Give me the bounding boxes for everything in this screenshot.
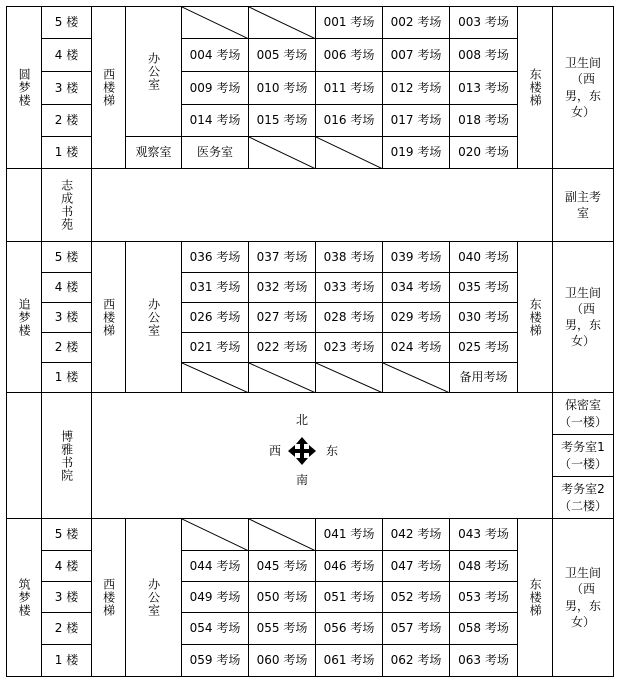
- exam-room: [248, 550, 316, 582]
- compass-south-label: 南: [296, 473, 309, 487]
- exam-room-label: 002 考场: [390, 15, 442, 30]
- empty-cell-diagonal: [316, 137, 383, 169]
- medical-room-label: 医务室: [196, 145, 233, 160]
- east-stairs: [517, 6, 553, 169]
- exam-room-label: 016 考场: [323, 113, 375, 128]
- office: [125, 6, 182, 137]
- exam-room: [382, 38, 450, 72]
- exam-room-label: 017 考场: [390, 113, 442, 128]
- exam-room: [181, 71, 249, 105]
- exam-room: [181, 104, 249, 137]
- building-name-zhumeng: [6, 518, 42, 677]
- empty-cell-diagonal: [182, 363, 249, 393]
- courtyard-blank: [91, 168, 553, 242]
- exam-room-label: 057 考场: [390, 621, 442, 636]
- exam-room-label: 010 考场: [256, 80, 308, 95]
- service-room: [552, 392, 614, 435]
- exam-room-label: 029 考场: [390, 310, 442, 325]
- exam-room-label: 027 考场: [256, 310, 308, 325]
- exam-room-label: 011 考场: [323, 80, 375, 95]
- floor-label-label: 5 楼: [54, 249, 79, 264]
- floor-label: [41, 6, 92, 39]
- restroom: [552, 6, 614, 169]
- empty-cell: [248, 6, 316, 39]
- exam-room: [382, 71, 450, 105]
- empty-cell-diagonal: [182, 519, 249, 551]
- service-room-label: 考务室2（二楼）: [558, 482, 607, 513]
- empty-cell: [248, 362, 316, 393]
- restroom-label: 卫生间（西男，东女）: [564, 285, 601, 349]
- floor-label: [41, 644, 92, 677]
- floor-label: [41, 71, 92, 105]
- floor-label: [41, 104, 92, 137]
- floor-label-label: 5 楼: [54, 527, 79, 542]
- exam-room-label: 055 考场: [256, 621, 308, 636]
- restroom: [552, 518, 614, 677]
- exam-room-label: 044 考场: [189, 558, 241, 573]
- exam-room-label: 018 考场: [458, 113, 509, 128]
- exam-room-label: 040 考场: [458, 249, 509, 264]
- exam-room-label: 014 考场: [189, 113, 241, 128]
- restroom: [552, 241, 614, 393]
- west-stairs: [91, 518, 126, 677]
- exam-room-label: 032 考场: [256, 280, 308, 295]
- exam-room: [449, 550, 518, 582]
- west-stairs: [91, 6, 126, 169]
- compass-west-label: 西: [269, 444, 282, 458]
- exam-room-label: 005 考场: [256, 47, 308, 62]
- exam-room-label: 004 考场: [189, 47, 241, 62]
- east-stairs-label: 东楼梯: [528, 578, 543, 617]
- zhicheng-academy-label: 志成书苑: [59, 179, 74, 231]
- observation-room-label: 观察室: [135, 145, 172, 160]
- building-name-yuanmeng-label: 圆梦楼: [17, 68, 32, 107]
- floor-label-label: 5 楼: [54, 15, 79, 30]
- empty-cell: [248, 518, 316, 551]
- exam-room: [181, 241, 249, 273]
- exam-room-label: 009 考场: [189, 80, 241, 95]
- exam-room-label: 021 考场: [189, 340, 241, 355]
- office-label: 办公室: [146, 52, 161, 91]
- exam-room-label: 001 考场: [323, 15, 375, 30]
- exam-room-label: 备用考场: [459, 370, 508, 385]
- exam-room: [315, 272, 383, 303]
- office-label: 办公室: [146, 578, 161, 617]
- exam-room: [248, 581, 316, 613]
- exam-room: [449, 581, 518, 613]
- west-stairs-label: 西楼梯: [101, 68, 116, 107]
- exam-room: [382, 241, 450, 273]
- floor-label: [41, 362, 92, 393]
- empty-cell: [248, 136, 316, 169]
- exam-room: [449, 362, 518, 393]
- compass-north-label: 北: [296, 413, 309, 427]
- exam-room: [248, 71, 316, 105]
- exam-room: [382, 550, 450, 582]
- exam-room-label: 037 考场: [256, 249, 308, 264]
- exam-room-label: 063 考场: [458, 653, 509, 668]
- exam-room: [315, 612, 383, 645]
- exam-room-label: 007 考场: [390, 47, 442, 62]
- exam-room-label: 024 考场: [390, 340, 442, 355]
- empty-cell-diagonal: [249, 137, 316, 169]
- service-room-label: 保密室（一楼）: [558, 398, 607, 429]
- building-name-zhumeng-label: 筑梦楼: [17, 578, 32, 617]
- exam-room: [315, 71, 383, 105]
- exam-room: [382, 644, 450, 677]
- compass-east-label: 东: [326, 444, 339, 458]
- floor-label-label: 3 楼: [54, 80, 79, 95]
- east-stairs: [517, 241, 553, 393]
- exam-room: [315, 302, 383, 333]
- service-room: [552, 476, 614, 519]
- exam-room: [449, 104, 518, 137]
- exam-room: [181, 302, 249, 333]
- exam-room: [248, 302, 316, 333]
- floor-label: [41, 241, 92, 273]
- exam-room: [248, 272, 316, 303]
- exam-room: [248, 644, 316, 677]
- exam-room-label: 025 考场: [458, 340, 509, 355]
- exam-room: [315, 6, 383, 39]
- empty-cell: [181, 518, 249, 551]
- restroom-label: 卫生间（西男，东女）: [564, 566, 601, 629]
- exam-room: [382, 272, 450, 303]
- exam-room-label: 023 考场: [323, 340, 375, 355]
- exam-room: [449, 612, 518, 645]
- exam-room: [315, 644, 383, 677]
- floor-label: [41, 38, 92, 72]
- floor-label: [41, 550, 92, 582]
- empty-cell-diagonal: [182, 7, 249, 39]
- empty-cell: [315, 362, 383, 393]
- exam-room: [315, 550, 383, 582]
- exam-room-label: 058 考场: [458, 621, 509, 636]
- boya-academy: [41, 392, 92, 519]
- exam-room: [449, 302, 518, 333]
- blank-cell: [6, 392, 42, 519]
- floor-label-label: 1 楼: [54, 653, 79, 668]
- exam-room-label: 012 考场: [390, 80, 442, 95]
- exam-room-label: 047 考场: [390, 558, 442, 573]
- floor-label: [41, 332, 92, 363]
- exam-room-label: 045 考场: [256, 558, 308, 573]
- floor-label-label: 4 楼: [54, 558, 79, 573]
- exam-room-label: 008 考场: [458, 47, 509, 62]
- exam-room-label: 006 考场: [323, 47, 375, 62]
- office-label: 办公室: [146, 297, 161, 337]
- exam-room: [382, 581, 450, 613]
- restroom-label: 卫生间（西男，东女）: [564, 56, 601, 119]
- exam-room: [382, 6, 450, 39]
- medical-room: [181, 136, 249, 169]
- exam-room: [449, 136, 518, 169]
- exam-room-label: 036 考场: [189, 249, 241, 264]
- floor-label: [41, 272, 92, 303]
- east-stairs-label: 东楼梯: [528, 297, 543, 337]
- exam-room-label: 060 考场: [256, 653, 308, 668]
- exam-room: [382, 518, 450, 551]
- exam-room-label: 033 考场: [323, 280, 375, 295]
- exam-room-label: 030 考场: [458, 310, 509, 325]
- exam-room-label: 013 考场: [458, 80, 509, 95]
- service-room-label: 考务室1（一楼）: [558, 440, 607, 471]
- exam-room: [181, 332, 249, 363]
- floor-label-label: 3 楼: [54, 310, 79, 325]
- exam-room-label: 034 考场: [390, 280, 442, 295]
- exam-room: [248, 38, 316, 72]
- exam-room-label: 050 考场: [256, 589, 308, 604]
- observation-room: [125, 136, 182, 169]
- floor-label-label: 4 楼: [54, 47, 79, 62]
- exam-room: [382, 136, 450, 169]
- empty-cell-diagonal: [249, 363, 316, 393]
- exam-room: [181, 272, 249, 303]
- exam-room-label: 056 考场: [323, 621, 375, 636]
- exam-room-label: 038 考场: [323, 249, 375, 264]
- floor-label: [41, 136, 92, 169]
- exam-room-label: 031 考场: [189, 280, 241, 295]
- exam-room: [449, 332, 518, 363]
- exam-room-label: 062 考场: [390, 653, 442, 668]
- exam-room: [315, 518, 383, 551]
- exam-room-label: 042 考场: [390, 527, 442, 542]
- exam-room: [382, 612, 450, 645]
- exam-room-label: 046 考场: [323, 558, 375, 573]
- exam-room-label: 061 考场: [323, 653, 375, 668]
- exam-room: [315, 104, 383, 137]
- deputy-examiner-room: [552, 168, 614, 242]
- zhicheng-academy: [41, 168, 92, 242]
- floor-label: [41, 302, 92, 333]
- exam-room: [449, 71, 518, 105]
- exam-room: [248, 332, 316, 363]
- exam-room: [315, 38, 383, 72]
- empty-cell-diagonal: [249, 7, 316, 39]
- exam-room: [382, 302, 450, 333]
- exam-room-label: 026 考场: [189, 310, 241, 325]
- exam-room-label: 049 考场: [189, 589, 241, 604]
- exam-room: [315, 581, 383, 613]
- exam-room-label: 041 考场: [323, 527, 375, 542]
- exam-room: [181, 38, 249, 72]
- building-name-zhuimeng: [6, 241, 42, 393]
- exam-room-label: 022 考场: [256, 340, 308, 355]
- exam-room: [382, 104, 450, 137]
- east-stairs-label: 东楼梯: [528, 68, 543, 107]
- floor-label: [41, 581, 92, 613]
- exam-room-label: 054 考场: [189, 621, 241, 636]
- exam-room: [449, 38, 518, 72]
- exam-room-label: 052 考场: [390, 589, 442, 604]
- exam-room-label: 048 考场: [458, 558, 509, 573]
- exam-room: [449, 518, 518, 551]
- empty-cell: [181, 362, 249, 393]
- empty-cell: [382, 362, 450, 393]
- floor-label-label: 2 楼: [54, 340, 79, 355]
- floor-label: [41, 518, 92, 551]
- office: [125, 518, 182, 677]
- exam-room-label: 020 考场: [458, 145, 509, 160]
- empty-cell: [181, 6, 249, 39]
- floor-label-label: 1 楼: [54, 145, 79, 160]
- exam-room: [248, 241, 316, 273]
- exam-room-label: 039 考场: [390, 249, 442, 264]
- exam-room-label: 019 考场: [390, 145, 442, 160]
- building-name-zhuimeng-label: 追梦楼: [17, 297, 32, 337]
- exam-room-label: 053 考场: [458, 589, 509, 604]
- west-stairs: [91, 241, 126, 393]
- exam-room-label: 015 考场: [256, 113, 308, 128]
- exam-room: [181, 550, 249, 582]
- exam-room: [248, 104, 316, 137]
- exam-room: [449, 241, 518, 273]
- empty-cell-diagonal: [383, 363, 450, 393]
- exam-room: [315, 332, 383, 363]
- exam-room-label: 003 考场: [458, 15, 509, 30]
- exam-room: [449, 644, 518, 677]
- west-stairs-label: 西楼梯: [101, 578, 116, 617]
- blank-cell: [6, 168, 42, 242]
- floor-label-label: 3 楼: [54, 589, 79, 604]
- exam-room: [181, 644, 249, 677]
- empty-cell: [315, 136, 383, 169]
- exam-room: [382, 332, 450, 363]
- building-name-yuanmeng: [6, 6, 42, 169]
- exam-room: [449, 272, 518, 303]
- floor-label-label: 2 楼: [54, 621, 79, 636]
- exam-room-label: 051 考场: [323, 589, 375, 604]
- exam-room: [248, 612, 316, 645]
- west-stairs-label: 西楼梯: [101, 297, 116, 337]
- service-room: [552, 434, 614, 477]
- exam-room-label: 043 考场: [458, 527, 509, 542]
- office: [125, 241, 182, 393]
- exam-room-label: 035 考场: [458, 280, 509, 295]
- exam-room: [181, 612, 249, 645]
- empty-cell-diagonal: [249, 519, 316, 551]
- floor-label-label: 2 楼: [54, 113, 79, 128]
- floor-label-label: 4 楼: [54, 280, 79, 295]
- compass-rose: [262, 407, 342, 487]
- floor-label: [41, 612, 92, 645]
- exam-room-label: 028 考场: [323, 310, 375, 325]
- floor-label-label: 1 楼: [54, 370, 79, 385]
- boya-academy-label: 博雅书院: [59, 429, 74, 482]
- exam-room: [449, 6, 518, 39]
- east-stairs: [517, 518, 553, 677]
- exam-room: [181, 581, 249, 613]
- deputy-examiner-room-label: 副主考室: [564, 189, 601, 220]
- exam-room-label: 059 考场: [189, 653, 241, 668]
- exam-room: [315, 241, 383, 273]
- empty-cell-diagonal: [316, 363, 383, 393]
